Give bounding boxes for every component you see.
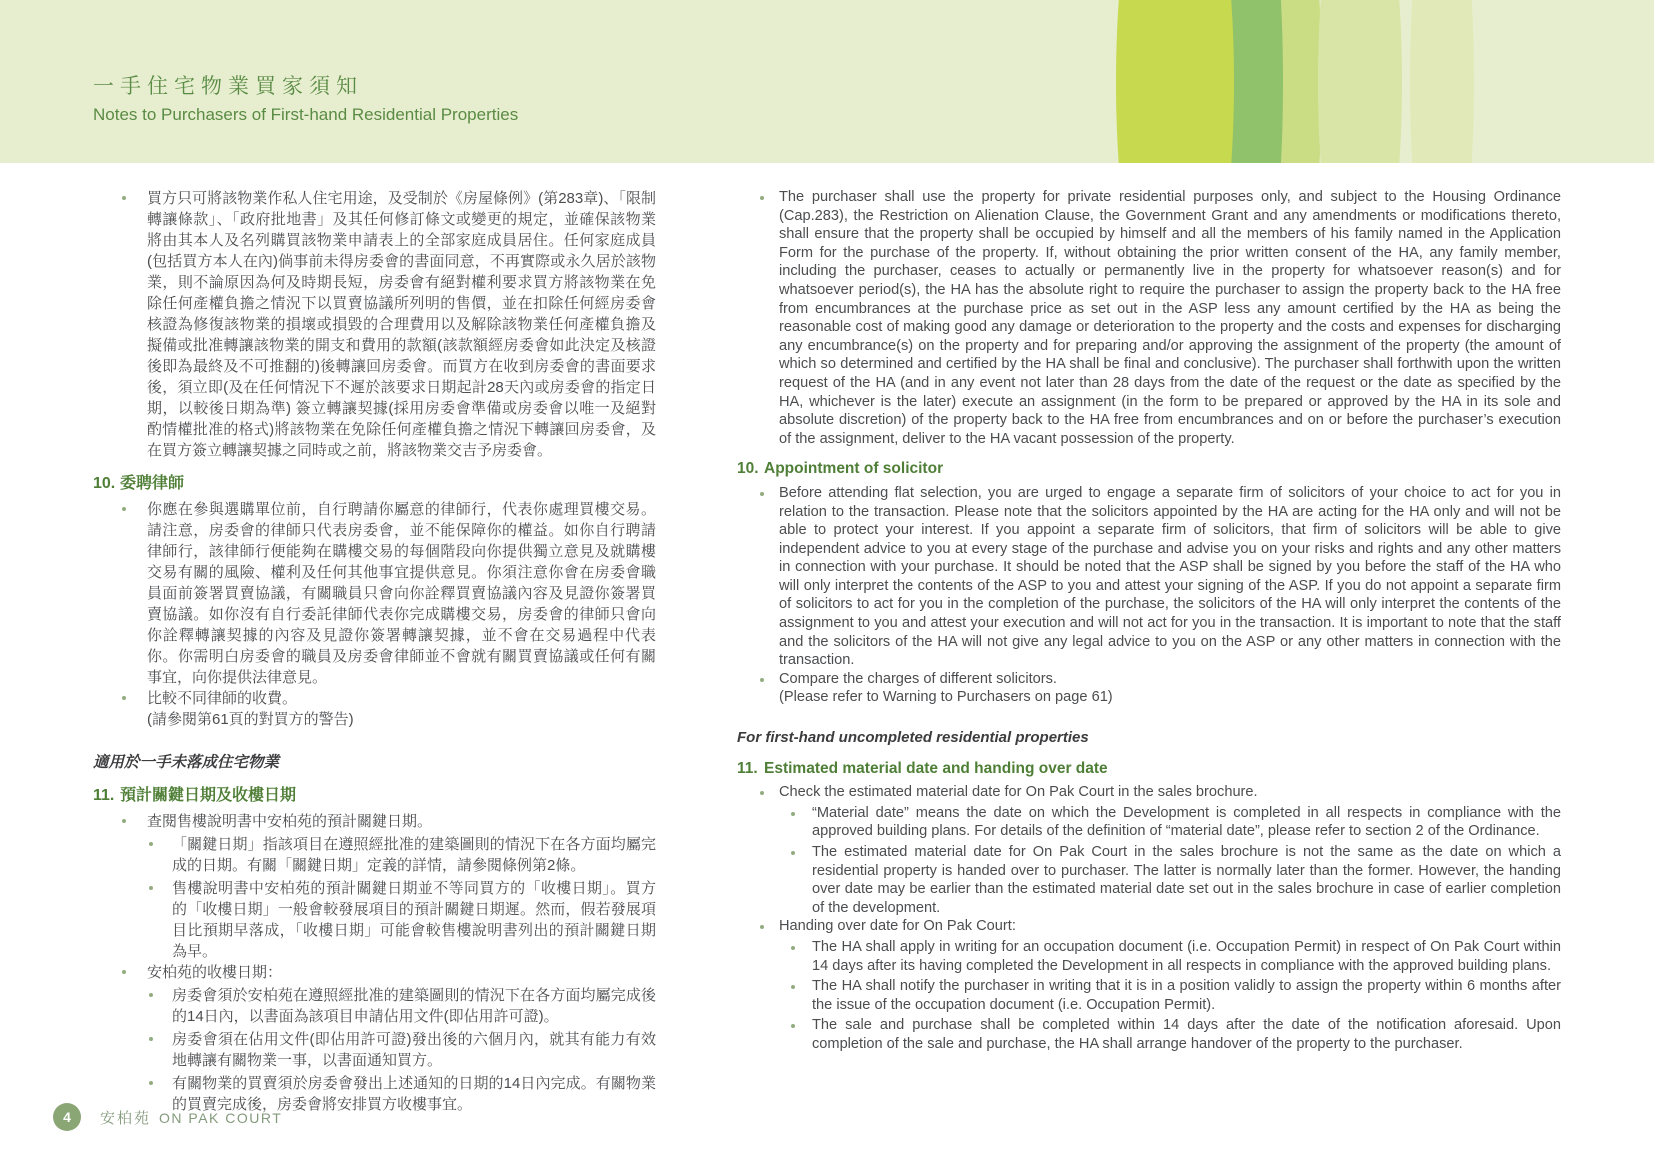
leaf-icon (1318, 0, 1402, 163)
leaf-icon (1410, 0, 1474, 163)
chinese-column (93, 188, 656, 1115)
section-title: Appointment of solicitor (764, 460, 944, 478)
section-10-heading-en (737, 460, 1561, 479)
section-11-heading-en (737, 760, 1561, 779)
section-11-bullet-2-sub-2-zh: 房委會須在佔用文件(即佔用許可證)發出後的六個月內，就其有能力有效地轉讓有關物業一事，以書面通知買方。 (93, 1029, 656, 1071)
section-11-bullet-1-sub-2-zh: 售樓說明書中安柏苑的預計關鍵日期並不等同買方的「收樓日期」。買方的「收樓日期」一般會較發展項目的預計關鍵日期遲。然而，假若發展項目比預期早落成，「收樓日期」可能會較售樓說明書列出的預計關鍵日期為早。 (93, 878, 656, 962)
section-11-bullet-2-en: Handing over date for On Pak Court: (737, 917, 1561, 936)
section-11-bullet-1-en: Check the estimated material date for On Pak Court in the sales brochure. (737, 783, 1561, 802)
section-11-bullet-1-zh: 查閱售樓說明書中安柏苑的預計關鍵日期。 (93, 811, 656, 832)
section-10-bullet-2-zh: 比較不同律師的收費。 (93, 688, 656, 709)
section-11-bullet-2-sub-2-en: The HA shall notify the purchaser in writing that it is in a position validly to assign the property within 6 months after the issue of the occupation document (i.e. Occupation Permit). (737, 977, 1561, 1014)
paragraph-assignment-restriction-zh: 買方只可將該物業作私人住宅用途，及受制於《房屋條例》(第283章)、「限制轉讓條款」、「政府批地書」及其任何修訂條文或變更的規定，並確保該物業將由其本人及名列購買該物業申請表上的全部家庭成員居住。任何家庭成員(包括買方本人在內)倘事前未得房委會的書面同意，不再實際或永久居於該物業，則不論原因為何及時期長短，房委會有絕對權利要求買方將該物業在免除任何產權負擔之情況下以買賣協議所列明的售價，並在扣除任何經房委會核證為修復該物業的損壞或損毀的合理費用以及解除該物業任何產權負擔及擬備或批准轉讓該物業的開支和費用的款額(該款額經房委會如此決定及核證後即為最終及不可推翻的)後轉讓回房委會。而買方在收到房委會的書面要求後，須立即(及在任何情況下不遲於該要求日期起計28天內或房委會的指定日期，以較後日期為準) 簽立轉讓契據(採用房委會準備或房委會以唯一及絕對酌情權批准的格式)將該物業在免除任何產權負擔之情況下轉讓回房委會，及在買方簽立轉讓契據之同時或之前，將該物業交吉予房委會。 (93, 188, 656, 461)
section-number: 10. (93, 475, 116, 492)
header-titles (93, 70, 518, 125)
section-10-note-zh: (請參閱第61頁的對買方的警告) (147, 711, 354, 728)
section-title: 預計關鍵日期及收樓日期 (120, 787, 297, 804)
uncompleted-properties-heading-en: For first-hand uncompleted residential properties (737, 729, 1089, 747)
page-number-badge: 4 (53, 1103, 81, 1131)
section-title: Estimated material date and handing over date (764, 759, 1108, 777)
page-title-english: Notes to Purchasers of First-hand Residential Properties (93, 105, 519, 124)
section-number: 11. (737, 759, 758, 777)
page-footer (53, 1103, 282, 1131)
section-number: 11. (93, 787, 115, 804)
leaf-icon (1116, 0, 1234, 163)
english-column (737, 188, 1561, 1115)
uncompleted-properties-heading-zh: 適用於一手未落成住宅物業 (93, 754, 280, 771)
section-10-bullet-1-en: Before attending flat selection, you are urged to engage a separate firm of solicitors of your choice to act for you in relation to the transaction. Please note that the solicitors appointed by the HA are acting for the HA only and will not be able to protect your interest. If you appoint a separate firm of solicitors, that firm of solicitors will be able to give independent advice to you at every stage of the purchase and advise you on your risks and rights and any other matters in connection with your purchase. It should be noted that the ASP shall be signed by you before the staff of the HA who will only interpret the contents of the ASP to you and attest your signing of the ASP. If you do not appoint a separate firm of solicitors to act for you in the completion of the purchase, the solicitors of the HA will only interpret the contents of the assignment to you and attest your execution and will not act for you in the transaction. It is important to note that the staff and the solicitors of the HA will not give any legal advice to you on the ASP or any other matters in connection with the transaction. (737, 484, 1561, 670)
section-11-bullet-2-sub-1-zh: 房委會須於安柏苑在遵照經批准的建築圖則的情況下在各方面均屬完成後的14日內，以書面為該項目申請佔用文件(即佔用許可證)。 (93, 985, 656, 1027)
section-10-bullet-2-en: Compare the charges of different solicitors. (737, 670, 1561, 689)
content-columns (93, 188, 1561, 1115)
section-11-bullet-1-sub-1-zh: 「關鍵日期」指該項目在遵照經批准的建築圖則的情況下在各方面均屬完成的日期。有關「關鍵日期」定義的詳情，請參閱條例第2條。 (93, 834, 656, 876)
section-title: 委聘律師 (120, 475, 185, 492)
page-header (0, 0, 1654, 163)
project-name-chinese: 安柏苑 (100, 1109, 152, 1127)
section-11-bullet-1-sub-1-en: “Material date” means the date on which the Development is completed in all respects in compliance with the approved building plans. For details of the definition of “material date”, please refer to section 2 of the Ordinance. (737, 804, 1561, 841)
section-10-note-en: (Please refer to Warning to Purchasers on page 61) (779, 689, 1113, 706)
section-10-bullet-1-zh: 你應在參與選購單位前，自行聘請你屬意的律師行，代表你處理買樓交易。請注意，房委會的律師只代表房委會，並不能保障你的權益。如你自行聘請律師行，該律師行便能夠在購樓交易的每個階段向你提供獨立意見及就購樓交易有關的風險、權利及任何其他事宜提供意見。你須注意你會在房委會職員面前簽署買賣協議，有關職員只會向你詮釋買賣協議內容及見證你簽署買賣協議。如你沒有自行委託律師代表你完成購樓交易，房委會的律師只會向你詮釋轉讓契據的內容及見證你簽署轉讓契據，並不會在交易過程中代表你。你需明白房委會的職員及房委會律師並不會就有關買賣協議或任何有關事宜，向你提供法律意見。 (93, 499, 656, 688)
section-number: 10. (737, 460, 759, 478)
section-11-bullet-2-sub-3-en: The sale and purchase shall be completed within 14 days after the date of the notification aforesaid. Upon completion of the sale and purchase, the HA shall arrange handover of the property to the purchaser. (737, 1016, 1561, 1053)
section-11-bullet-2-zh: 安柏苑的收樓日期： (93, 962, 656, 983)
section-11-heading-zh (93, 785, 656, 806)
project-name-english: ON PAK COURT (159, 1109, 283, 1126)
paragraph-assignment-restriction-en: The purchaser shall use the property for private residential purposes only, and subject to the Housing Ordinance (Cap.283), the Restriction on Alienation Clause, the Government Grant and any amendments or modifications thereto, shall ensure that the property shall be occupied by himself and all the members of his family named in the Application Form for the purchase of the property. If, without obtaining the prior written consent of the HA, any family member, including the purchaser, ceases to actually or permanently live in the property for whatsoever reason(s) and for whatsoever period(s), the HA has the absolute right to require the purchaser to assign the property back to the HA free from encumbrances at the purchase price as set out in the ASP less any amount certified by the HA as being the reasonable cost of making good any damage or deterioration to the property and the costs and expenses for discharging any encumbrance(s) on the property and for preparing and/or approving the assignment of the property (the amount of which so determined and certified by the HA shall be final and conclusive). The purchaser shall forthwith upon the written request of the HA (and in any event not later than 28 days from the date of the request or the date as specified by the HA, whichever is the later) execute an assignment (in the form to be prepared or approved by the HA in its sole and absolute discretion) of the property back to the HA free from encumbrances and on or before the purchaser’s execution of the assignment, deliver to the HA vacant possession of the property. (737, 188, 1561, 448)
section-11-bullet-2-sub-3-zh: 有關物業的買賣須於房委會發出上述通知的日期的14日內完成。有關物業的買賣完成後，房委會將安排買方收樓事宜。 (93, 1073, 656, 1115)
project-name (100, 1107, 282, 1128)
page-title-chinese: 一手住宅物業買家須知 (93, 75, 363, 98)
section-10-heading-zh (93, 473, 656, 494)
section-11-bullet-1-sub-2-en: The estimated material date for On Pak Court in the sales brochure is not the same as the date on which a residential property is handed over to purchaser. The latter is normally later than the former. However, the handing over date may be earlier than the estimated material date set out in the sales brochure in case of earlier completion of the development. (737, 843, 1561, 917)
section-11-bullet-2-sub-1-en: The HA shall apply in writing for an occupation document (i.e. Occupation Permit) in respect of On Pak Court within 14 days after its having completed the Development in all respects in compliance with the approved building plans. (737, 938, 1561, 975)
